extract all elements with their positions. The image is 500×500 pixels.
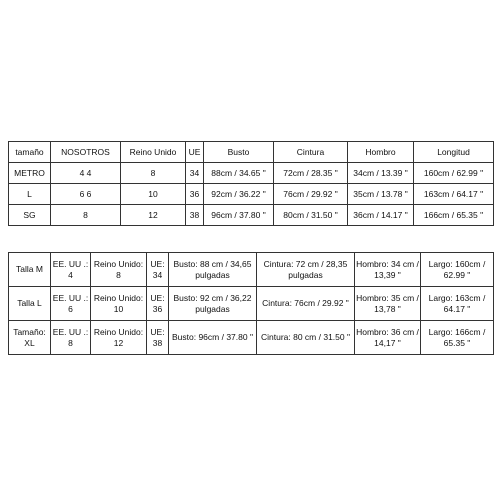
table-cell: Hombro: 36 cm / 14,17 " xyxy=(355,321,421,355)
table-cell: 12 xyxy=(121,205,186,226)
table-cell: EE. UU .: 4 xyxy=(51,253,91,287)
table-row xyxy=(9,253,494,287)
header-cell: Hombro xyxy=(348,142,414,163)
table-row xyxy=(9,287,494,321)
table-cell: Hombro: 34 cm / 13,39 " xyxy=(355,253,421,287)
table-cell: 76cm / 29.92 " xyxy=(274,184,348,205)
size-chart-table-2 xyxy=(8,252,494,355)
table-cell: 36 xyxy=(186,184,204,205)
table-cell: Cintura: 76cm / 29.92 " xyxy=(257,287,355,321)
table-cell: 38 xyxy=(186,205,204,226)
table-cell: 72cm / 28.35 " xyxy=(274,163,348,184)
table-cell: 80cm / 31.50 " xyxy=(274,205,348,226)
table-cell: Tamaño: XL xyxy=(9,321,51,355)
table-cell: UE: 36 xyxy=(147,287,169,321)
table-cell: Busto: 92 cm / 36,22 pulgadas xyxy=(169,287,257,321)
table-cell: UE: 34 xyxy=(147,253,169,287)
table-cell: 4 4 xyxy=(51,163,121,184)
table-cell: Largo: 160cm / 62.99 " xyxy=(421,253,494,287)
table-cell: 8 xyxy=(51,205,121,226)
header-cell: Longitud xyxy=(414,142,494,163)
table-header-row xyxy=(9,142,494,163)
table-cell: Busto: 96cm / 37.80 " xyxy=(169,321,257,355)
table-cell: Cintura: 80 cm / 31.50 " xyxy=(257,321,355,355)
table-cell: 160cm / 62.99 " xyxy=(414,163,494,184)
table-cell: Reino Unido: 8 xyxy=(91,253,147,287)
table-cell: SG xyxy=(9,205,51,226)
table-row xyxy=(9,184,494,205)
table-cell: 34cm / 13.39 " xyxy=(348,163,414,184)
table-cell: 163cm / 64.17 " xyxy=(414,184,494,205)
table-row xyxy=(9,163,494,184)
table-cell: 35cm / 13.78 " xyxy=(348,184,414,205)
table-cell: 36cm / 14.17 " xyxy=(348,205,414,226)
table-cell: 34 xyxy=(186,163,204,184)
size-chart-table-1 xyxy=(8,141,494,226)
table-cell: Busto: 88 cm / 34,65 pulgadas xyxy=(169,253,257,287)
table-cell: 88cm / 34.65 " xyxy=(204,163,274,184)
table-cell: Cintura: 72 cm / 28,35 pulgadas xyxy=(257,253,355,287)
table-cell: EE. UU .: 8 xyxy=(51,321,91,355)
table-row xyxy=(9,321,494,355)
table-cell: 96cm / 37.80 " xyxy=(204,205,274,226)
header-cell: Busto xyxy=(204,142,274,163)
table-cell: Reino Unido: 10 xyxy=(91,287,147,321)
table-cell: Largo: 166cm / 65.35 " xyxy=(421,321,494,355)
table-cell: Reino Unido: 12 xyxy=(91,321,147,355)
table-cell: 10 xyxy=(121,184,186,205)
table-cell: UE: 38 xyxy=(147,321,169,355)
table-cell: EE. UU .: 6 xyxy=(51,287,91,321)
table-cell: Talla M xyxy=(9,253,51,287)
table-cell: 92cm / 36.22 " xyxy=(204,184,274,205)
table-cell: METRO xyxy=(9,163,51,184)
header-cell: NOSOTROS xyxy=(51,142,121,163)
table-cell: Largo: 163cm / 64.17 " xyxy=(421,287,494,321)
table-cell: 8 xyxy=(121,163,186,184)
table-cell: 166cm / 65.35 " xyxy=(414,205,494,226)
header-cell: UE xyxy=(186,142,204,163)
table-cell: 6 6 xyxy=(51,184,121,205)
table-row xyxy=(9,205,494,226)
table-cell: Talla L xyxy=(9,287,51,321)
header-cell: Reino Unido xyxy=(121,142,186,163)
header-cell: Cintura xyxy=(274,142,348,163)
header-cell: tamaño xyxy=(9,142,51,163)
table-cell: L xyxy=(9,184,51,205)
table-cell: Hombro: 35 cm / 13,78 " xyxy=(355,287,421,321)
